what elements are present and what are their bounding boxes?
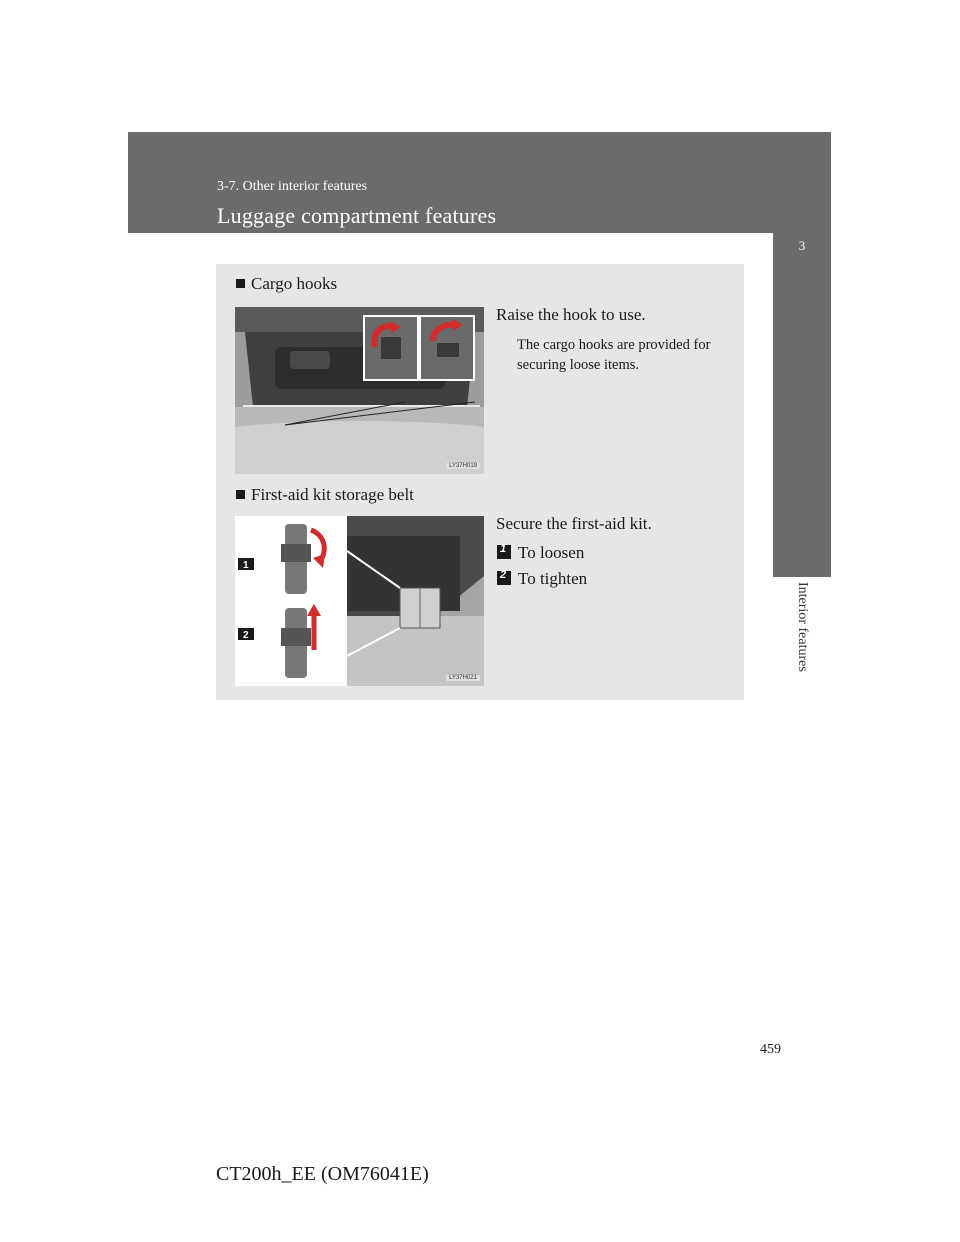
step-number-2-icon	[497, 571, 511, 585]
page-header	[128, 132, 831, 233]
item-heading-first-aid-belt	[236, 485, 414, 505]
section-label: 3-7. Other interior features	[217, 179, 368, 194]
image-code: LY37H019	[446, 463, 480, 469]
item-heading-text: First-aid kit storage belt	[251, 485, 414, 504]
chapter-number: 3	[798, 238, 806, 253]
step-label: To tighten	[518, 569, 588, 588]
cargo-hooks-note: The cargo hooks are provided for securing loose items.	[517, 337, 711, 373]
first-aid-belt-photo	[235, 516, 484, 686]
cargo-hooks-instruction: Raise the hook to use.	[496, 305, 646, 324]
step-tighten	[497, 569, 587, 589]
item-heading-text: Cargo hooks	[251, 274, 338, 293]
step-loosen	[497, 543, 584, 563]
svg-text:1: 1	[243, 560, 249, 571]
cargo-hooks-photo	[235, 307, 484, 474]
square-bullet-icon	[236, 279, 245, 288]
document-id: CT200h_EE (OM76041E)	[216, 1163, 429, 1185]
cargo-hooks-illustration	[235, 307, 484, 474]
chapter-title-vertical	[773, 582, 831, 702]
chapter-tab	[773, 233, 831, 577]
content-panel	[216, 264, 744, 700]
step-number-1-icon	[497, 545, 511, 559]
square-bullet-icon	[236, 490, 245, 499]
page-number: 459	[760, 1042, 781, 1057]
chapter-title: Interior features	[795, 582, 810, 672]
first-aid-instruction: Secure the first-aid kit.	[496, 514, 652, 533]
step-label: To loosen	[518, 543, 585, 562]
svg-text:2: 2	[243, 630, 249, 641]
item-heading-cargo-hooks	[236, 274, 337, 294]
first-aid-belt-illustration	[235, 516, 484, 686]
page-title: Luggage compartment features	[217, 203, 497, 228]
image-code: LY37H021	[446, 675, 480, 681]
